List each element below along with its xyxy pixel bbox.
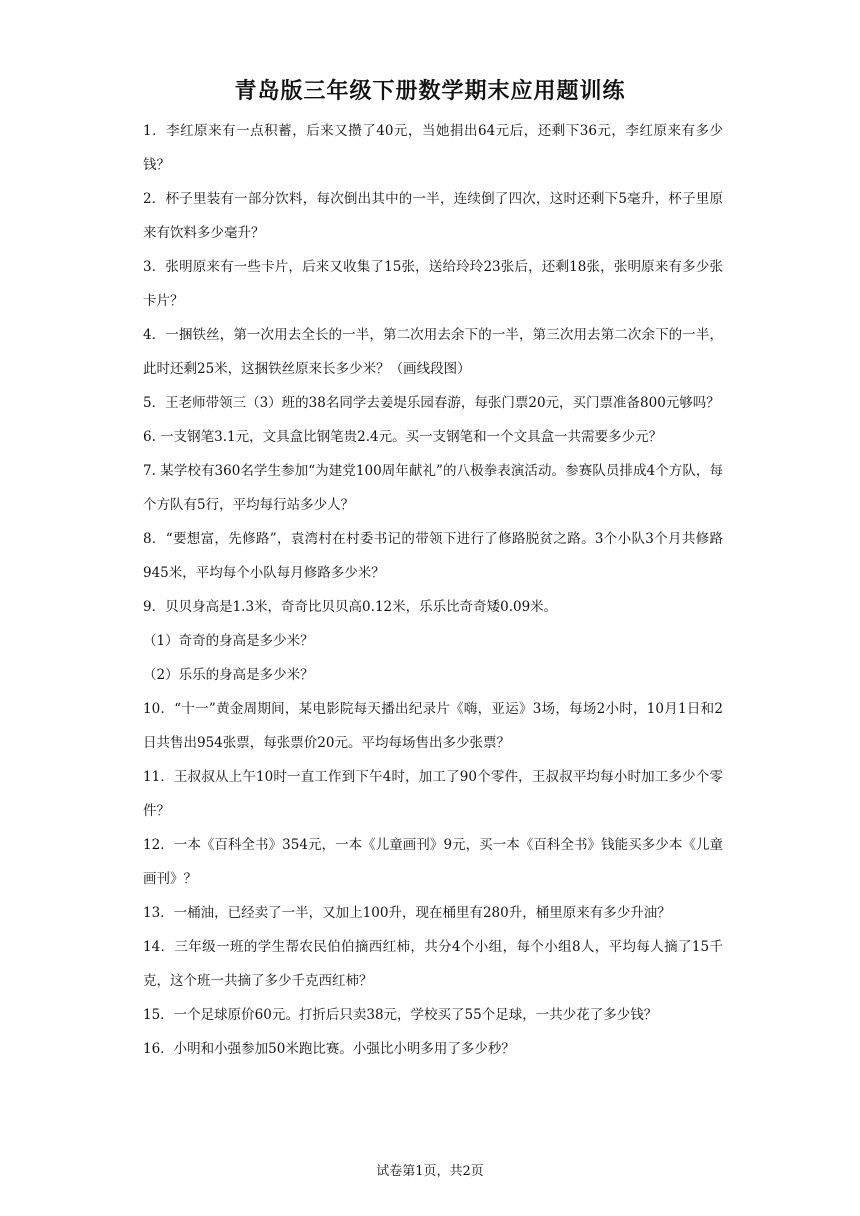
question-10: 10．“十一”黄金周期间，某电影院每天播出纪录片《嗨，亚运》3场，每场2小时，10月1日和2日共售出954张票，每张票价20元。平均每场售出多少张票？	[143, 701, 723, 751]
question-11: 11．王叔叔从上午10时一直工作到下午4时，加工了90个零件，王叔叔平均每小时加工多少个零件？	[143, 769, 723, 819]
question-9-part-2: （2）乐乐的身高是多少米？	[143, 667, 314, 683]
question-5: 5．王老师带领三（3）班的38名同学去姜堤乐园春游，每张门票20元，买门票准备800元够吗？	[143, 395, 720, 411]
question-16: 16．小明和小强参加50米跑比赛。小强比小明多用了多少秒？	[143, 1041, 515, 1057]
question-15: 15．一个足球原价60元。打折后只卖38元，学校买了55个足球，一共少花了多少钱？	[143, 1007, 658, 1023]
question-6: 6. 一支钢笔3.1元，文具盒比钢笔贵2.4元。买一支钢笔和一个文具盒一共需要多少元？	[143, 429, 663, 445]
question-list	[143, 114, 723, 1066]
page-title: 青岛版三年级下册数学期末应用题训练	[234, 78, 626, 104]
question-9: 9．贝贝身高是1.3米，奇奇比贝贝高0.12米，乐乐比奇奇矮0.09米。	[143, 599, 558, 615]
question-3: 3．张明原来有一些卡片，后来又收集了15张，送给玲玲23张后，还剩18张，张明原来有多少张卡片？	[143, 259, 723, 309]
question-2: 2．杯子里装有一部分饮料，每次倒出其中的一半，连续倒了四次，这时还剩下5毫升，杯子里原来有饮料多少毫升？	[143, 191, 723, 241]
question-7: 7. 某学校有360名学生参加“为建党100周年献礼”的八极拳表演活动。参赛队员排成4个方队，每个方队有5行，平均每行站多少人？	[143, 463, 723, 513]
page-footer: 试卷第1页，共2页	[376, 1164, 484, 1179]
question-8: 8．“要想富，先修路”，袁湾村在村委书记的带领下进行了修路脱贫之路。3个小队3个月共修路945米，平均每个小队每月修路多少米？	[143, 531, 723, 581]
question-9-part-1: （1）奇奇的身高是多少米？	[143, 633, 314, 649]
question-12: 12．一本《百科全书》354元，一本《儿童画刊》9元，买一本《百科全书》钱能买多少本《儿童画刊》？	[143, 837, 723, 887]
question-14: 14．三年级一班的学生帮农民伯伯摘西红柿，共分4个小组，每个小组8人，平均每人摘了15千克，这个班一共摘了多少千克西红柿？	[143, 939, 723, 989]
question-13: 13．一桶油，已经卖了一半，又加上100升，现在桶里有280升，桶里原来有多少升油？	[143, 905, 671, 921]
question-1: 1．李红原来有一点积蓄，后来又攒了40元，当她捐出64元后，还剩下36元，李红原来有多少钱？	[143, 123, 723, 173]
question-4: 4．一捆铁丝，第一次用去全长的一半，第二次用去余下的一半，第三次用去第二次余下的一半，此时还剩25米，这捆铁丝原来长多少米？（画线段图）	[143, 327, 723, 377]
